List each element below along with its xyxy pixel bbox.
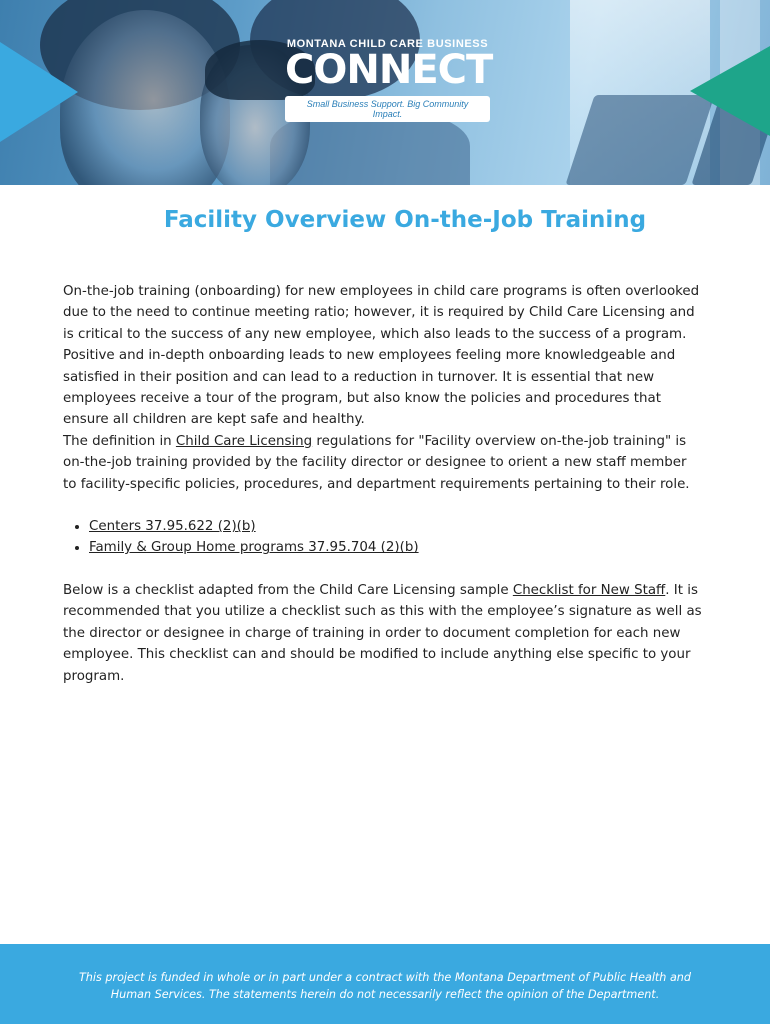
definition-paragraph <box>63 431 703 495</box>
checklist-text-before: Below is a checklist adapted from the Child Care Licensing sample <box>63 582 513 598</box>
logo-tagline: Small Business Support. Big Community Impact. <box>285 96 490 122</box>
logo-top-text: MONTANA CHILD CARE BUSINESS <box>286 38 489 50</box>
funding-disclaimer-line-2: Human Services. The statements herein do not necessarily reflect the opinion of the Department. <box>110 988 660 1001</box>
list-item <box>89 537 703 558</box>
funding-disclaimer <box>60 969 710 1003</box>
family-group-home-regulation-link[interactable]: Family & Group Home programs 37.95.704 (2)(b) <box>89 540 419 556</box>
regulation-links-list <box>63 516 703 559</box>
child-care-licensing-link[interactable]: Child Care Licensing <box>175 433 313 449</box>
right-triangle-decoration <box>690 46 770 136</box>
definition-text-before: The definition in <box>63 433 176 449</box>
footer <box>0 944 770 1024</box>
logo <box>285 38 493 122</box>
checklist-text-after: . It is recommended that you utilize a checklist such as this with the employee’s signature as well as the director or designee in charge of training in order to document completion for each new employee. This checklist can and should be modified to include anything else specific to your program. <box>63 582 702 684</box>
left-triangle-decoration <box>0 42 78 142</box>
header-banner <box>0 0 770 185</box>
logo-brand: CONNECT <box>285 47 493 93</box>
definition-text-after: regulations for "Facility overview on-the-job training" is on-the-job training provided by the facility director or designee to orient a new staff member to facility-specific policies, procedures, and department requirements pertaining to their role. <box>63 433 690 492</box>
page-title: Facility Overview On-the-Job Training <box>163 207 647 233</box>
intro-paragraph: On-the-job training (onboarding) for new employees in child care programs is often overlooked due to the need to continue meeting ratio; however, it is required by Child Care Licensing and is critical to the success of any new employee, which also leads to the success of a program. Positive and in-depth onboarding leads to new employees feeling more knowledgeable and satisfied in their position and can lead to a reduction in turnover. It is essential that new employees receive a tour of the program, but also know the policies and procedures that ensure all children are kept safe and healthy. <box>63 284 700 428</box>
main-content <box>63 281 703 687</box>
checklist-paragraph <box>63 580 703 687</box>
checklist-for-new-staff-link[interactable]: Checklist for New Staff <box>512 582 666 598</box>
centers-regulation-link[interactable]: Centers 37.95.622 (2)(b) <box>89 519 256 535</box>
funding-disclaimer-line-1: This project is funded in whole or in part under a contract with the Montana Department of Public Health and <box>78 971 692 984</box>
list-item <box>89 516 703 537</box>
